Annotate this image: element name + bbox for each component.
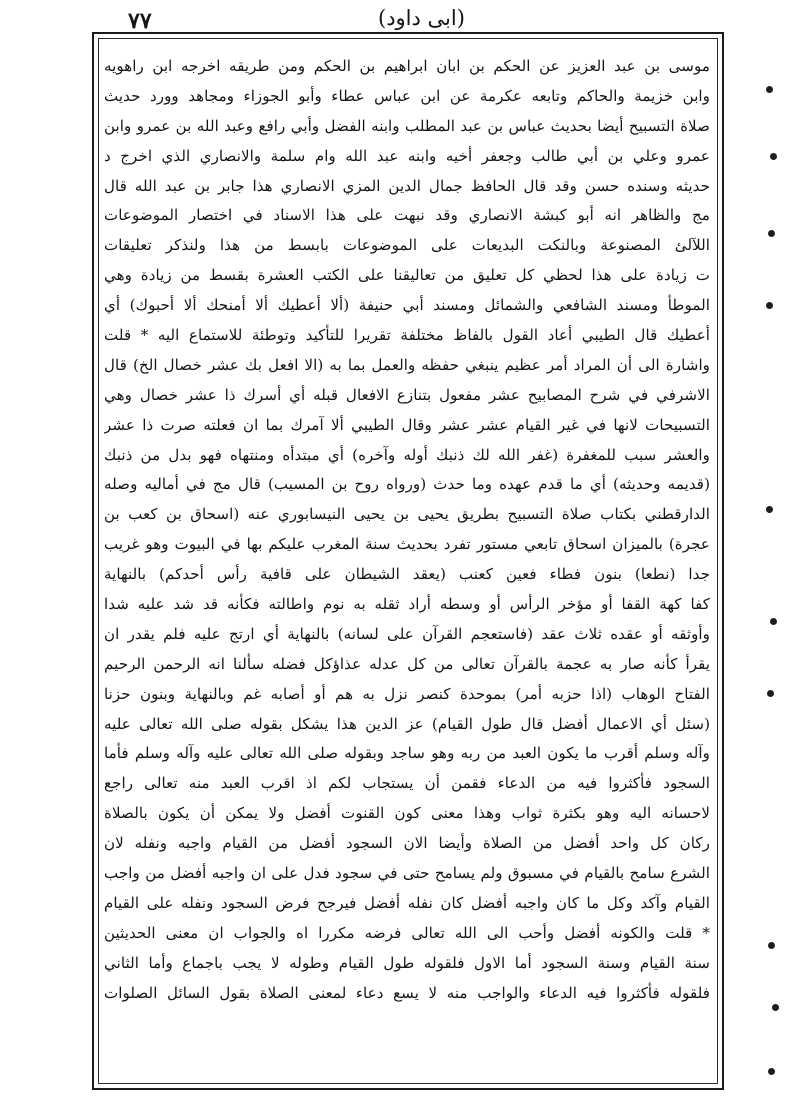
text-line: فلقوله فأكثروا فيه الدعاء والواجب منه لا يسع دعاء لمعنى الصلاة بقول السائل الصلوات bbox=[104, 983, 710, 1002]
text-line: عمرو وعلي بن أبي طالب وجعفر أخيه وابنه عبد الله وام سلمة والانصاري الذي اخرج د bbox=[104, 146, 710, 165]
text-line: مج والظاهر انه أبو كبشة الانصاري وقد نبهت على هذا الاسناد في اختصار الموضوعات bbox=[104, 206, 710, 225]
text-line: الشرع سامح بالقيام في مسبوق ولم يسامح حتى في سجود فدل على ان واجبه أفضل من واجب bbox=[104, 864, 710, 883]
running-header: (ابی داود) bbox=[378, 6, 465, 30]
text-line: عجرة) بالميزان اسحاق تابعي مستور تفرد بحديث سنة المغرب عليكم بها في البيوت وهو غريب bbox=[104, 535, 710, 554]
text-line: وآله وسلم أقرب ما يكون العبد من ربه وهو ساجد وبقوله صلى الله تعالى عليه وآله وسلم فأما bbox=[104, 744, 710, 763]
text-line: كفا كهة القفا أو مؤخر الرأس أو وسطه أراد ثقله به نوم واطالته فكأنه قد شد عليه شدا bbox=[104, 595, 710, 614]
text-line: جدا (نطعا) بنون فطاء فعين كعنب (يعقد الشيطان على قافية رأس أحدكم) بالنهاية bbox=[104, 565, 710, 584]
text-line: (قديمه وحديثه) أي ما قدم عهده وما حدث (ورواه روح بن المسيب) قال مج في أماليه وصله bbox=[104, 475, 710, 494]
text-line: الفتاح الوهاب (اذا حزبه أمر) بموحدة كنصر نزل به هم أو أصابه غم وبالنهاية وبنون حزنا bbox=[104, 684, 710, 703]
text-line: اللآلئ المصنوعة وبالنكت البديعات على الموضوعات بابسط من هذا ولنذكر تعليقات bbox=[104, 236, 710, 255]
text-line: وأوثقه أو عقده ثلاث عقد (فاستعجم القرآن على لسانه) بالنهاية أي ارتج عليه فلم يقدر ان bbox=[104, 624, 710, 643]
margin-dot bbox=[772, 1004, 779, 1011]
text-line: واشارة الى أن المراد أمر عظيم ينبغي حفظه والعمل بما به (الا افعل بك عشر خصال الخ) قال bbox=[104, 355, 710, 374]
text-line: * قلت والكونه أفضل وأحب الى الله تعالى فرضه مكررا اه والجواب ان معنى الحديثين bbox=[104, 923, 710, 942]
text-line: حديثه وسنده حسن وقد قال الحافظ جمال الدين المزي الانصاري هذا جابر بن عبد الله قال bbox=[104, 176, 710, 195]
margin-dot bbox=[768, 942, 775, 949]
text-line: السجود فأكثروا فيه من الدعاء فقمن أن يستجاب لكم اذ اقرب العبد منه تعالى راجع bbox=[104, 774, 710, 793]
margin-dot bbox=[767, 690, 774, 697]
text-line: ركان كل واحد أفضل من الصلاة وأيضا الان السجود أفضل من القيام واجبه ونفله لان bbox=[104, 834, 710, 853]
text-line: الدارقطني بكتاب صلاة التسبيح بطريق يحيى بن يحيى النيسابوري عنه (اسحاق بن كعب بن bbox=[104, 505, 710, 524]
text-line: الاشرفي في شرح المصابيح عشر مفعول بتنازع الافعال قبله أي أسرك ذا عشر خصال وهي bbox=[104, 385, 710, 404]
text-line: صلاة التسبيح أيضا بحديث عباس بن عبد المطلب وابنه الفضل وأبي رافع وعبد الله بن عمرو وابن bbox=[104, 116, 710, 135]
text-line: يقرأ كأنه صار به عجمة بالقرآن تعالى من كل عدله عذاؤكل فضله سألنا انه الرحمن الرحيم bbox=[104, 654, 710, 673]
margin-dot bbox=[766, 302, 773, 309]
margin-dot bbox=[770, 618, 777, 625]
margin-dot bbox=[768, 1068, 775, 1075]
margin-dot bbox=[768, 230, 775, 237]
text-line: ت زيادة على هذا لحظي كل تعليق من تعاليقنا على الكتب العشرة بقسط من زيادة وهي bbox=[104, 266, 710, 285]
text-line: التسبيحات لانها في غير القيام عشر عشر وقال الطيبي ألا آمرك بما ان فعلته صرت ذا عشر bbox=[104, 415, 710, 434]
text-line: موسى بن عبد العزيز عن الحكم بن ابان ابراهيم بن الحكم ومن طريقه اخرجه ابن راهويه bbox=[104, 57, 710, 75]
margin-dot bbox=[766, 506, 773, 513]
text-line: والعشر سبب للمغفرة (غفر الله لك ذنبك أوله وآخره) أي مبتدأه ومنتهاه فهو بدل من ذنبك bbox=[104, 445, 710, 464]
margin-dot bbox=[770, 153, 777, 160]
text-line: لاحسانه اليه وهو بكثرة ثواب وهذا معنى كون القنوت أفضل ولا يمكن أن يكون بالصلاة bbox=[104, 804, 710, 823]
text-line: وابن خزيمة والحاكم وتابعه عكرمة عن ابن عباس عطاء وأبو الجوزاء ومجاهد وورد حديث bbox=[104, 86, 710, 105]
text-line: (سئل أي الاعمال أفضل قال طول القيام) عز الدين هذا يشكل بقوله صلى الله تعالى عليه bbox=[104, 714, 710, 733]
page-number: ٧٧ bbox=[128, 8, 152, 34]
text-line: الموطأ ومسند الشافعي والشمائل ومسند أبي حنيفة (ألا أعطيك ألا أمنحك ألا أحبوك) أي bbox=[104, 296, 710, 315]
text-line: سنة القيام وسنة السجود أما الاول فلقوله طول القيام وطوله لا يجب باجماع وأما الثاني bbox=[104, 953, 710, 972]
margin-dot bbox=[766, 86, 773, 93]
text-line: أعطيك قال الطيبي أعاد القول بالفاظ مختلفة تقريرا للتأكيد وتوطئة للاستماع اليه * قلت bbox=[104, 326, 710, 345]
text-line: القيام وآكد وكل ما كان واجبه أفضل كان نفله أفضل فيرجح فرض السجود ونفله على القيام bbox=[104, 893, 710, 912]
